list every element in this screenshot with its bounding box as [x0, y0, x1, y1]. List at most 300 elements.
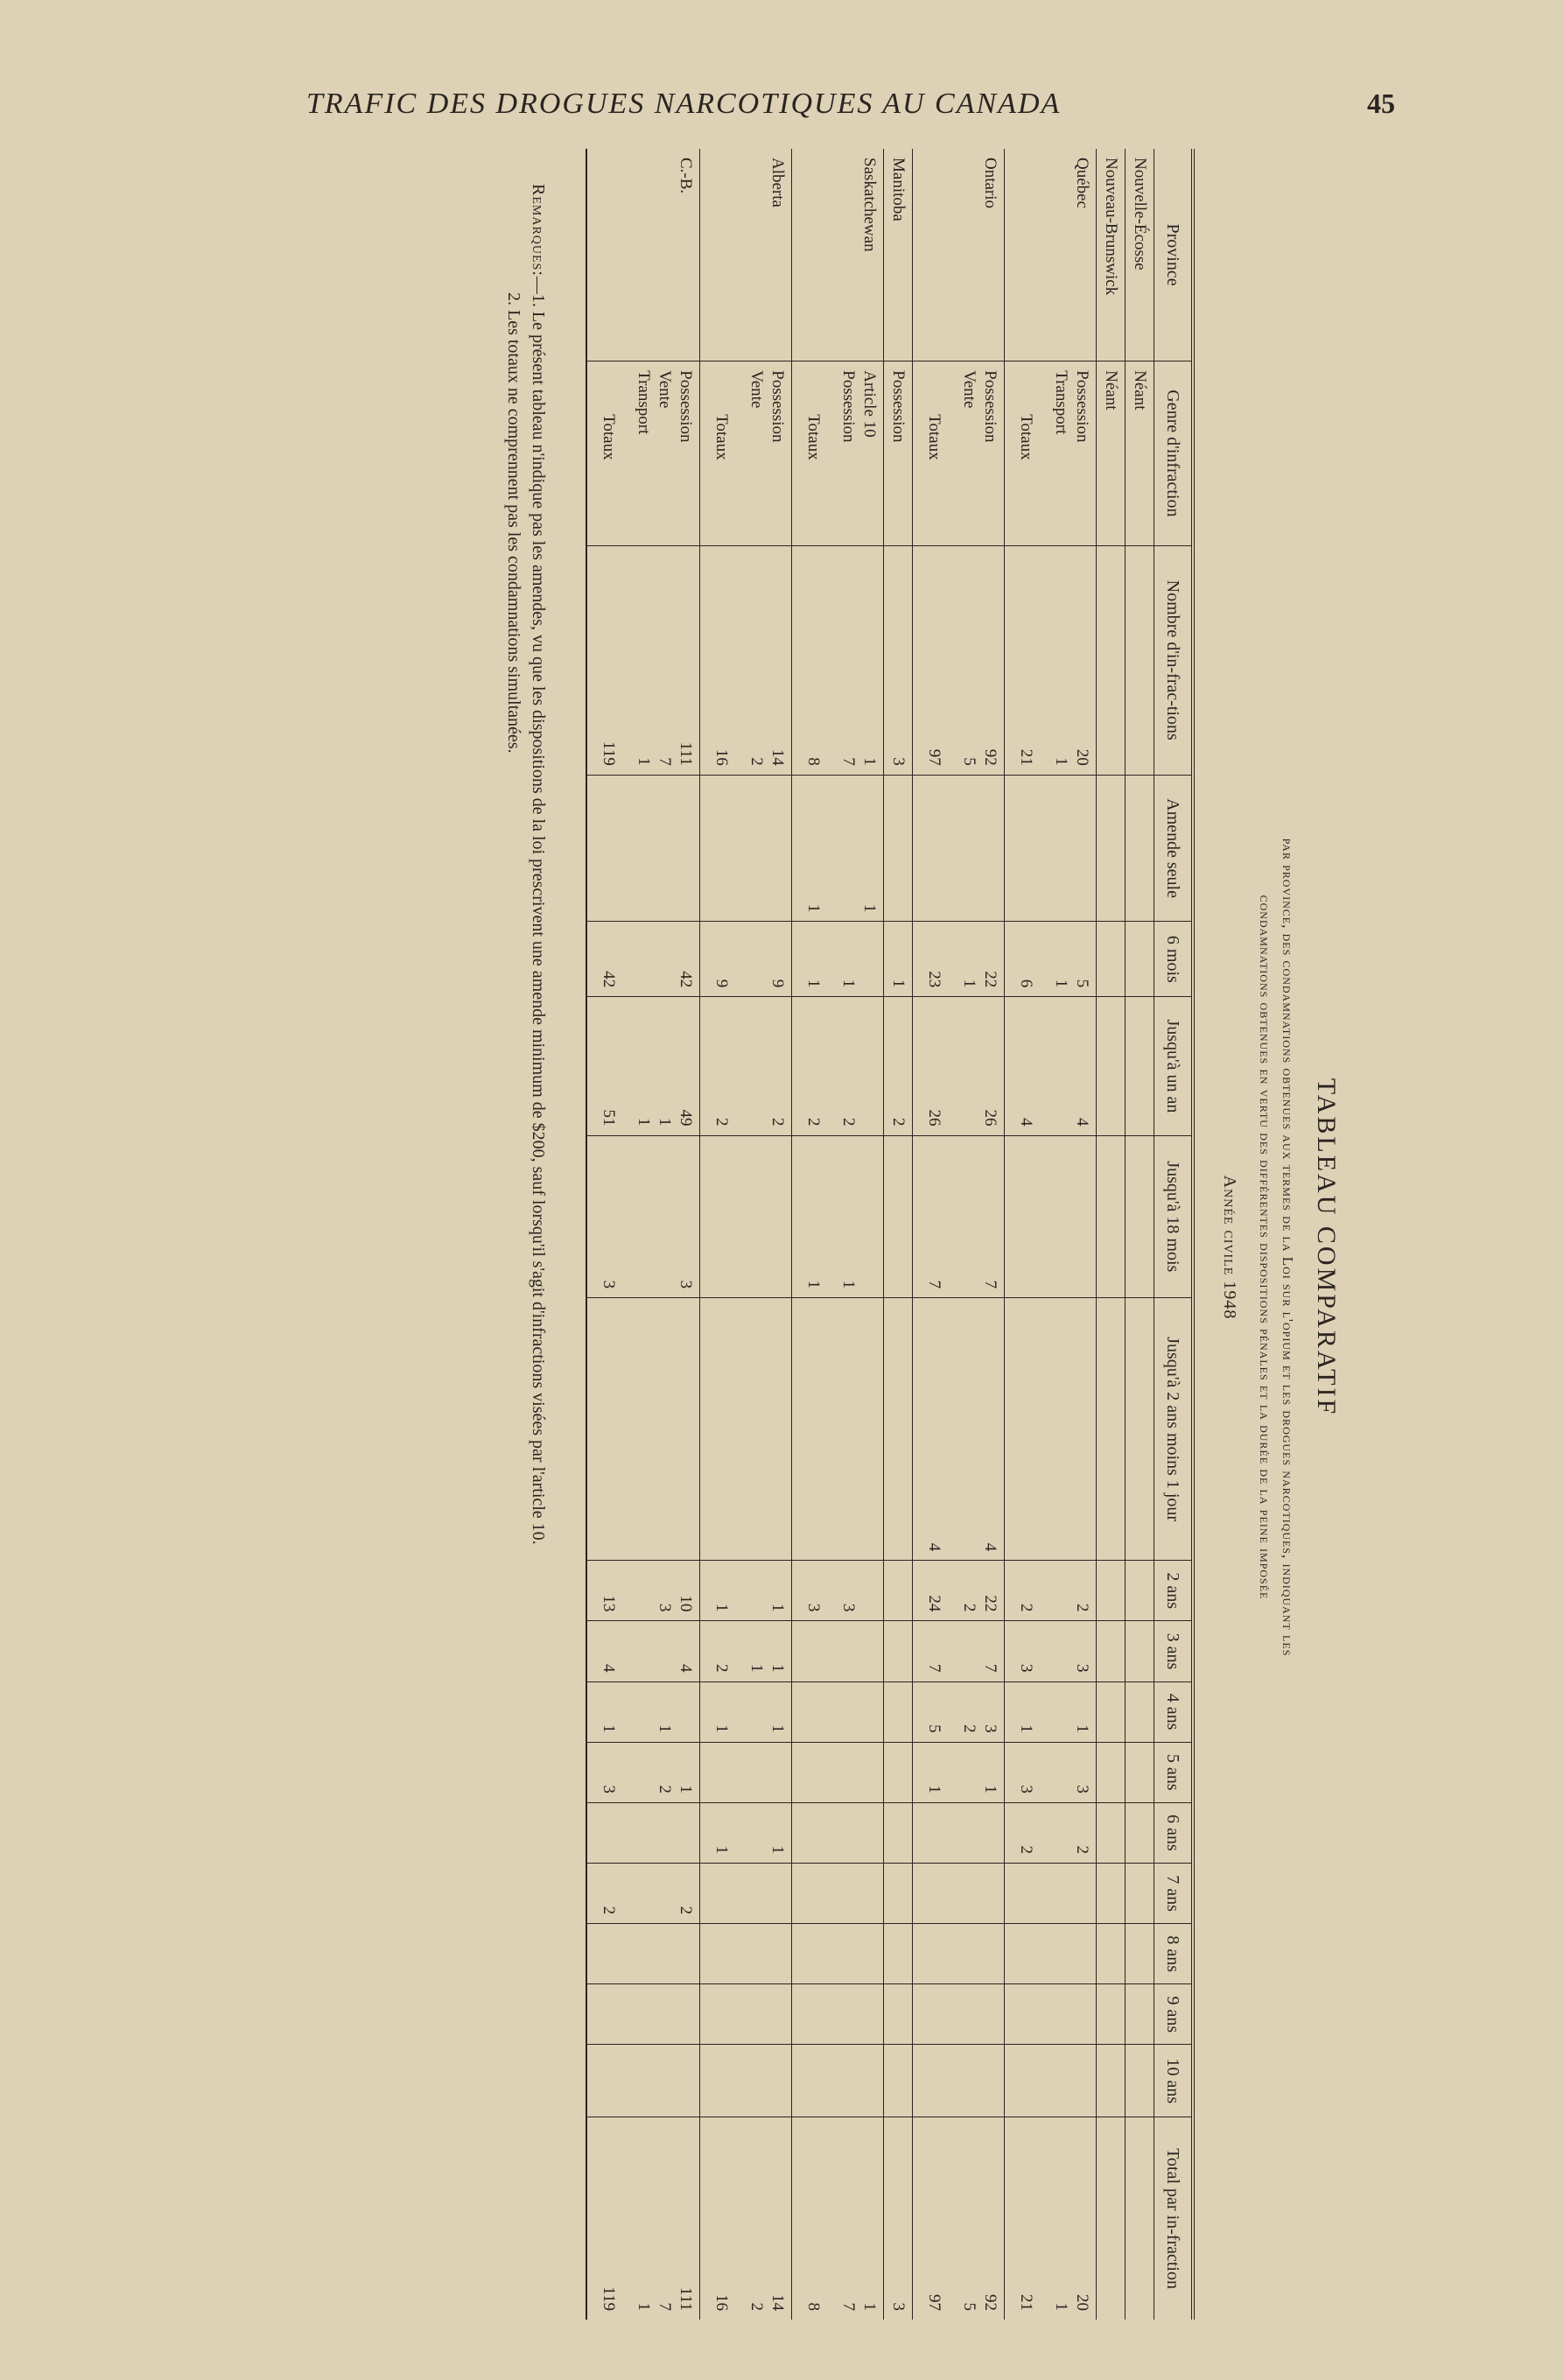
value-cell: [1005, 1135, 1048, 1298]
offence-type-cell: [884, 362, 913, 546]
value-cell: 9: [700, 922, 743, 997]
value-cell: [1126, 1742, 1154, 1802]
value-cell: 2: [884, 997, 913, 1135]
value-cell: [1097, 1863, 1126, 1923]
value-cell: 119: [586, 2117, 629, 2320]
value-cell: 2: [1047, 1802, 1097, 1863]
value-cell: 92 5: [955, 2117, 1005, 2320]
offence-type-cell: [1097, 362, 1126, 546]
value-cell: 16: [700, 545, 743, 775]
value-cell: [884, 1924, 913, 1984]
value-cell: 1 1: [742, 1621, 792, 1681]
value-cell: 1 7: [834, 545, 884, 775]
value-cell: 7: [913, 1621, 956, 1681]
offence-type: Vente: [960, 370, 978, 409]
offence-type-cell: [955, 362, 1005, 546]
value-cell: [792, 1298, 835, 1561]
value-cell: 7: [955, 1621, 1005, 1681]
offence-type: Totaux: [1017, 414, 1035, 460]
offence-type-cell: [792, 362, 835, 546]
value-cell: [834, 1802, 884, 1863]
value-cell: [1126, 2045, 1154, 2117]
offence-type: Vente: [747, 370, 766, 409]
column-header: 5 ans: [1154, 1742, 1194, 1802]
offence-type-cell: [629, 362, 700, 546]
value-cell: [955, 1984, 1005, 2045]
value-cell: 1: [742, 1681, 792, 1742]
rotated-table-page: [140, 149, 1348, 2346]
column-header: 3 ans: [1154, 1621, 1194, 1681]
value-cell: [700, 1863, 743, 1923]
column-header: 4 ans: [1154, 1681, 1194, 1742]
value-cell: [1097, 922, 1126, 997]
value-cell: [1126, 922, 1154, 997]
table-row: [1126, 149, 1154, 2320]
value-cell: 6: [1005, 922, 1048, 997]
value-cell: [1097, 1681, 1126, 1742]
remark-1: [526, 184, 551, 2346]
title-block: [1219, 149, 1341, 2346]
value-cell: [742, 1298, 792, 1561]
value-cell: [586, 1984, 629, 2045]
header-row: [1154, 149, 1194, 2320]
value-cell: 1: [700, 1561, 743, 1621]
value-cell: 22 1: [955, 922, 1005, 997]
value-cell: 3: [834, 1561, 884, 1621]
value-cell: [700, 2045, 743, 2117]
value-cell: 3: [792, 1561, 835, 1621]
value-cell: [1097, 1135, 1126, 1298]
value-cell: 7: [913, 1135, 956, 1298]
value-cell: 1: [700, 1802, 743, 1863]
offence-type: Néant: [1102, 370, 1120, 411]
value-cell: [700, 1742, 743, 1802]
value-cell: [834, 1924, 884, 1984]
totals-row: [700, 149, 743, 2320]
value-cell: 111 7 1: [629, 2117, 700, 2320]
value-cell: [1097, 1298, 1126, 1561]
value-cell: 3: [1005, 1742, 1048, 1802]
value-cell: 1: [1047, 1681, 1097, 1742]
value-cell: [834, 1621, 884, 1681]
value-cell: 3: [586, 1742, 629, 1802]
value-cell: [629, 1924, 700, 1984]
value-cell: [792, 1621, 835, 1681]
column-header: Genre d'infraction: [1154, 362, 1194, 546]
offence-type-cell: [834, 362, 884, 546]
value-cell: 21: [1005, 545, 1048, 775]
value-cell: 10 3: [629, 1561, 700, 1621]
province-cell: Alberta: [768, 158, 787, 207]
column-header: Jusqu'à 2 ans moins 1 jour: [1154, 1298, 1194, 1561]
value-cell: 26: [955, 997, 1005, 1135]
page-number: 45: [1367, 88, 1395, 119]
column-header: Jusqu'à un an: [1154, 997, 1194, 1135]
province-cell: [700, 149, 743, 362]
value-cell: [1097, 2045, 1126, 2117]
value-cell: 2: [742, 997, 792, 1135]
value-cell: 1: [955, 1742, 1005, 1802]
offence-type-cell: [913, 362, 956, 546]
value-cell: 3: [1047, 1621, 1097, 1681]
offence-type-cell: [700, 362, 743, 546]
value-cell: 2: [700, 1621, 743, 1681]
value-cell: [1097, 1742, 1126, 1802]
offence-type: Totaux: [600, 414, 618, 460]
value-cell: [955, 2045, 1005, 2117]
value-cell: [1126, 1621, 1154, 1681]
value-cell: [1126, 1802, 1154, 1863]
value-cell: [1005, 2045, 1048, 2117]
value-cell: [884, 1561, 913, 1621]
value-cell: [834, 1742, 884, 1802]
value-cell: [884, 2045, 913, 2117]
value-cell: [586, 1802, 629, 1863]
value-cell: [884, 1802, 913, 1863]
table-row: [834, 149, 884, 2320]
value-cell: 97: [913, 545, 956, 775]
value-cell: [629, 1984, 700, 2045]
table-row: [884, 149, 913, 2320]
value-cell: [1097, 1561, 1126, 1621]
value-cell: 2: [700, 997, 743, 1135]
value-cell: [1097, 545, 1126, 775]
value-cell: 1: [884, 922, 913, 997]
value-cell: [586, 1298, 629, 1561]
value-cell: 42: [629, 922, 700, 997]
value-cell: [913, 775, 956, 922]
value-cell: [955, 1924, 1005, 1984]
value-cell: 3: [586, 1135, 629, 1298]
remarks: [501, 149, 551, 2346]
column-header: Amende seule: [1154, 775, 1194, 922]
column-header: 10 ans: [1154, 2045, 1194, 2117]
table-row: [742, 149, 792, 2320]
province-cell: Nouvelle-Écosse: [1126, 149, 1154, 362]
offence-type: Possession: [1073, 370, 1091, 443]
value-cell: [913, 2045, 956, 2117]
value-cell: [629, 2045, 700, 2117]
value-cell: [1047, 1298, 1097, 1561]
value-cell: 1 2: [629, 1742, 700, 1802]
offence-type-cell: [1005, 362, 1048, 546]
value-cell: 4: [1047, 997, 1097, 1135]
value-cell: 21: [1005, 2117, 1048, 2320]
value-cell: [700, 775, 743, 922]
offence-type: Possession: [677, 370, 695, 443]
value-cell: 1: [1005, 1681, 1048, 1742]
value-cell: 2: [1047, 1561, 1097, 1621]
value-cell: 2: [792, 997, 835, 1135]
column-header: 7 ans: [1154, 1863, 1194, 1923]
value-cell: [1126, 1135, 1154, 1298]
value-cell: 1: [792, 1135, 835, 1298]
value-cell: [1126, 2117, 1154, 2320]
value-cell: 42: [586, 922, 629, 997]
value-cell: 111 7 1: [629, 545, 700, 775]
value-cell: [792, 1681, 835, 1742]
value-cell: 1: [586, 1681, 629, 1742]
value-cell: [1126, 545, 1154, 775]
value-cell: [834, 1863, 884, 1923]
value-cell: 1: [742, 1802, 792, 1863]
value-cell: [1126, 1863, 1154, 1923]
value-cell: 1: [792, 775, 835, 922]
page-header: [0, 88, 1564, 140]
value-cell: 2: [1005, 1561, 1048, 1621]
value-cell: [1047, 1984, 1097, 2045]
value-cell: 1: [913, 1742, 956, 1802]
column-header: Province: [1154, 149, 1194, 362]
value-cell: 1: [742, 1561, 792, 1621]
value-cell: [884, 1863, 913, 1923]
value-cell: [742, 775, 792, 922]
offence-type-cell: [1047, 362, 1097, 546]
totals-row: [1005, 149, 1048, 2320]
province-cell: [913, 149, 956, 362]
value-cell: [586, 775, 629, 922]
value-cell: 5: [913, 1681, 956, 1742]
offence-type: Néant: [1131, 370, 1149, 411]
offence-type-cell: [586, 362, 629, 546]
value-cell: [884, 1135, 913, 1298]
value-cell: 13: [586, 1561, 629, 1621]
value-cell: 1 7: [834, 2117, 884, 2320]
province-cell: [1005, 149, 1048, 362]
province-cell: Québec: [1073, 158, 1091, 209]
value-cell: [913, 1863, 956, 1923]
column-header: 2 ans: [1154, 1561, 1194, 1621]
value-cell: 9: [742, 922, 792, 997]
value-cell: 1: [629, 1681, 700, 1742]
value-cell: 1: [792, 922, 835, 997]
table-title: TABLEAU COMPARATIF: [1312, 1078, 1341, 1417]
value-cell: 4: [913, 1298, 956, 1561]
value-cell: [1047, 2045, 1097, 2117]
table-row: [629, 149, 700, 2320]
column-header: 9 ans: [1154, 1984, 1194, 2045]
offence-type: Totaux: [712, 414, 731, 460]
table-year: Année civile 1948: [1220, 1175, 1239, 1320]
value-cell: 2: [834, 997, 884, 1135]
value-cell: 92 5: [955, 545, 1005, 775]
column-header: 6 ans: [1154, 1802, 1194, 1863]
value-cell: 1: [834, 1135, 884, 1298]
value-cell: [884, 1984, 913, 2045]
remark-1-text: —1. Le présent tableau n'indique pas les amendes, vu que les dispositions de la loi prescrivent une amende minimum de $200, sauf lorsqu'il s'agit d'infractions visées par l'article 10.: [529, 276, 548, 1545]
value-cell: 20 1: [1047, 2117, 1097, 2320]
offence-type: Possession: [981, 370, 999, 443]
value-cell: [834, 1681, 884, 1742]
offence-type: Totaux: [925, 414, 943, 460]
value-cell: [913, 1924, 956, 1984]
value-cell: [1097, 775, 1126, 922]
province-cell: Saskatchewan: [860, 158, 879, 252]
value-cell: 49 1 1: [629, 997, 700, 1135]
value-cell: 4: [1005, 997, 1048, 1135]
value-cell: [629, 775, 700, 922]
value-cell: 3: [884, 2117, 913, 2320]
province-cell: C.-B.: [677, 158, 695, 194]
value-cell: [700, 1135, 743, 1298]
offence-type: Possession: [768, 370, 787, 443]
column-header: Total par in-fraction: [1154, 2117, 1194, 2320]
value-cell: [629, 1802, 700, 1863]
subtitle-line-2: condamnations obtenues en vertu des différentes dispositions pénales et la durée de la peine imposée: [1257, 895, 1273, 1600]
totals-row: [913, 149, 956, 2320]
value-cell: 3: [1047, 1742, 1097, 1802]
column-header: Nombre d'in-frac-tions: [1154, 545, 1194, 775]
value-cell: [1126, 1924, 1154, 1984]
value-cell: [792, 1924, 835, 1984]
value-cell: 20 1: [1047, 545, 1097, 775]
value-cell: [1097, 1984, 1126, 2045]
value-cell: 5 1: [1047, 922, 1097, 997]
value-cell: [792, 1984, 835, 2045]
value-cell: [1005, 775, 1048, 922]
province-cell: Manitoba: [884, 149, 913, 362]
value-cell: 2: [629, 1863, 700, 1923]
value-cell: [834, 2045, 884, 2117]
value-cell: [700, 1984, 743, 2045]
value-cell: 119: [586, 545, 629, 775]
value-cell: 3: [884, 545, 913, 775]
value-cell: [1047, 1924, 1097, 1984]
table-subtitle: [1253, 149, 1299, 2346]
value-cell: [913, 1802, 956, 1863]
value-cell: [742, 1924, 792, 1984]
value-cell: 1: [834, 922, 884, 997]
value-cell: [884, 1681, 913, 1742]
value-cell: 2: [1005, 1802, 1048, 1863]
value-cell: 7: [955, 1135, 1005, 1298]
value-cell: 8: [792, 2117, 835, 2320]
value-cell: [742, 1742, 792, 1802]
value-cell: [586, 1924, 629, 1984]
value-cell: [586, 2045, 629, 2117]
subtitle-line-1: par province, des condamnations obtenues aux termes de la Loi sur l'opium et les drogues narcotiques, indiquant les: [1280, 838, 1296, 1657]
value-cell: [792, 1802, 835, 1863]
value-cell: [629, 1298, 700, 1561]
value-cell: [834, 1984, 884, 2045]
value-cell: 97: [913, 2117, 956, 2320]
value-cell: [700, 1298, 743, 1561]
value-cell: [1126, 775, 1154, 922]
value-cell: [1126, 1561, 1154, 1621]
value-cell: [742, 1135, 792, 1298]
value-cell: [1126, 997, 1154, 1135]
value-cell: 23: [913, 922, 956, 997]
value-cell: [1047, 1863, 1097, 1923]
value-cell: [1097, 1924, 1126, 1984]
value-cell: 4: [955, 1298, 1005, 1561]
value-cell: 26: [913, 997, 956, 1135]
value-cell: 3: [1005, 1621, 1048, 1681]
remark-2: 2. Les totaux ne comprennent pas les condamnations simultanées.: [504, 292, 523, 754]
value-cell: [884, 1742, 913, 1802]
value-cell: 2: [586, 1863, 629, 1923]
value-cell: 1: [834, 775, 884, 922]
value-cell: [1126, 1298, 1154, 1561]
offence-type: Transport: [1052, 370, 1070, 435]
value-cell: 14 2: [742, 2117, 792, 2320]
value-cell: [884, 1298, 913, 1561]
offence-type-cell: [1126, 362, 1154, 546]
value-cell: [1126, 1681, 1154, 1742]
offence-type: Possession: [839, 370, 858, 443]
value-cell: [1097, 1802, 1126, 1863]
offence-type: Article 10: [860, 370, 879, 438]
value-cell: [955, 1863, 1005, 1923]
running-title: TRAFIC DES DROGUES NARCOTIQUES AU CANADA: [306, 88, 1062, 120]
totals-row: [792, 149, 835, 2320]
offence-type: Totaux: [804, 414, 823, 460]
column-header: Jusqu'à 18 mois: [1154, 1135, 1194, 1298]
value-cell: 24: [913, 1561, 956, 1621]
value-cell: 4: [629, 1621, 700, 1681]
value-cell: [1047, 1135, 1097, 1298]
value-cell: [1097, 997, 1126, 1135]
value-cell: [884, 775, 913, 922]
column-header: 6 mois: [1154, 922, 1194, 997]
value-cell: 22 2: [955, 1561, 1005, 1621]
table-body: [586, 149, 1154, 2320]
offence-type: Vente: [656, 370, 674, 409]
value-cell: [955, 775, 1005, 922]
value-cell: 8: [792, 545, 835, 775]
value-cell: 14 2: [742, 545, 792, 775]
value-cell: 16: [700, 2117, 743, 2320]
offence-type: Possession: [889, 370, 908, 443]
province-cell: Nouveau-Brunswick: [1097, 149, 1126, 362]
value-cell: [1005, 1924, 1048, 1984]
value-cell: [700, 1924, 743, 1984]
value-cell: [884, 1621, 913, 1681]
value-cell: 4: [586, 1621, 629, 1681]
value-cell: 51: [586, 997, 629, 1135]
value-cell: [834, 1298, 884, 1561]
province-cell: [586, 149, 629, 362]
value-cell: 1: [700, 1681, 743, 1742]
value-cell: [1097, 1621, 1126, 1681]
value-cell: [1047, 775, 1097, 922]
value-cell: [955, 1802, 1005, 1863]
value-cell: [792, 2045, 835, 2117]
offence-type: Transport: [635, 370, 653, 435]
value-cell: [742, 2045, 792, 2117]
value-cell: [1097, 2117, 1126, 2320]
value-cell: [792, 1742, 835, 1802]
table-row: [1097, 149, 1126, 2320]
value-cell: [1005, 1298, 1048, 1561]
value-cell: [1005, 1863, 1048, 1923]
comparative-table: [586, 149, 1195, 2320]
table-row: [955, 149, 1005, 2320]
offence-type-cell: [742, 362, 792, 546]
value-cell: [792, 1863, 835, 1923]
table-row: [1047, 149, 1097, 2320]
value-cell: [1126, 1984, 1154, 2045]
column-header: 8 ans: [1154, 1924, 1194, 1984]
value-cell: [1005, 1984, 1048, 2045]
value-cell: 3: [629, 1135, 700, 1298]
remarks-label: Remarques:: [529, 184, 548, 277]
province-cell: Ontario: [981, 158, 999, 209]
value-cell: [742, 1984, 792, 2045]
totals-row: [586, 149, 629, 2320]
value-cell: 3 2: [955, 1681, 1005, 1742]
province-cell: [792, 149, 835, 362]
